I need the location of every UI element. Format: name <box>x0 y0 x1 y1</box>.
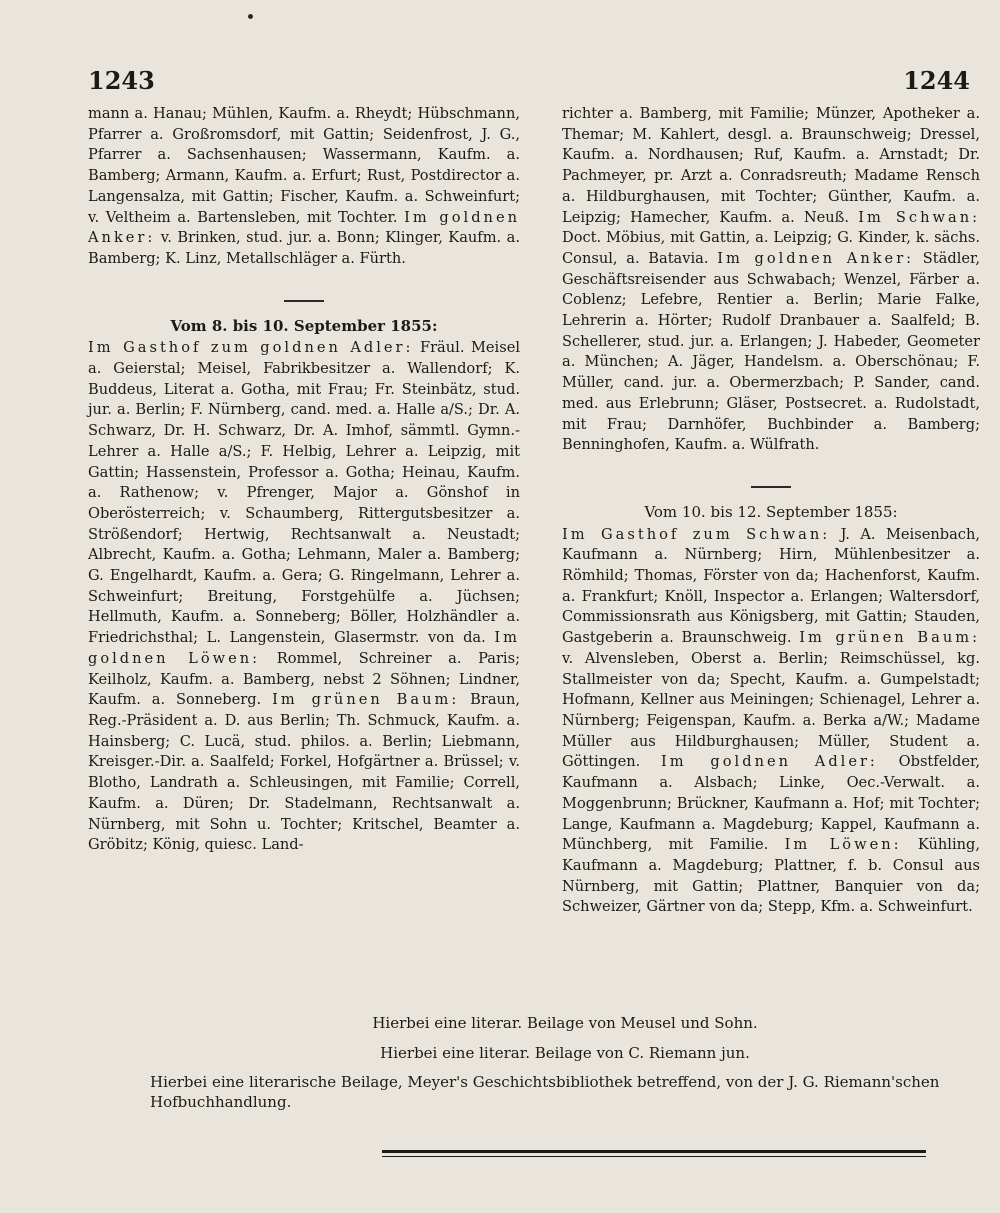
guest-entries: richter a. Bamberg, mit Familie; Münzer, Apotheker a. Themar; M. Kahlert, desgl. a. Braunschweig; Dressel, Kaufm. a. Nordhausen; Ruf, Kaufm. a. Arnstadt; Dr. Pachmeyer, pr. Arzt a. Conradsreuth; Madame Rensch a. Hildburghausen, mit Tochter; Günther, Kaufm. a. Leipzig; Hamecher, Kaufm. a. Neuß. <box>562 105 980 226</box>
guest-list-paragraph <box>562 525 980 918</box>
supplement-notices <box>150 1008 980 1112</box>
page-number-left: 1243 <box>88 66 155 95</box>
guest-entries: Kühling, Kaufmann a. Magdeburg; Plattner, f. b. Consul aus Nürnberg, mit Gattin; Plattner, Banquier von da; Schweizer, Gärtner von da; Stepp, Kfm. a. Schweinfurt. <box>562 836 980 916</box>
inn-name: Im grünen Baum: <box>272 691 460 709</box>
guest-list-paragraph <box>88 338 520 856</box>
inn-name: Im Schwan: <box>858 208 981 226</box>
left-column <box>88 104 520 856</box>
section-divider <box>284 300 324 302</box>
print-mark <box>248 14 253 19</box>
guest-entries: J. A. Meisenbach, Kaufmann a. Nürnberg; Hirn, Mühlenbesitzer a. Römhild; Thomas, Förster von da; Hachenforst, Kaufm. a. Frankfurt; Knöll, Inspector a. Erlangen; Waltersdorf, Commissionsrath aus Königsberg, mit Gattin; Stauden, Gastgeberin a. Braunschweig. <box>562 525 980 647</box>
guest-entries: Braun, Reg.-Präsident a. D. aus Berlin; Th. Schmuck, Kaufm. a. Hainsberg; C. Lucä, stud. philos. a. Berlin; Liebmann, Kreisger.-Dir. a. Saalfeld; Forkel, Hofgärtner a. Brüssel; v. Blotho, Landrath a. Schleusingen, mit Familie; Correll, Kaufm. a. Düren; Dr. Stadelmann, Rechtsanwalt a. Nürnberg, mit Sohn u. Tochter; Kritschel, Beamter a. Gröbitz; König, quiesc. Land- <box>88 691 520 854</box>
date-heading: Vom 8. bis 10. September 1855: <box>170 316 438 335</box>
guest-list-paragraph <box>562 104 980 456</box>
guest-entries: v. Brinken, stud. jur. a. Bonn; Klinger, Kaufm. a. Bamberg; K. Linz, Metallschläger a. Fürth. <box>88 229 520 267</box>
inn-name: Im goldnen Anker: <box>717 249 915 267</box>
guest-entries: Obstfelder, Kaufmann a. Alsbach; Linke, Oec.-Verwalt. a. Moggenbrunn; Brückner, Kaufmann a. Hof; mit Tochter; Lange, Kaufmann a. Magdeburg; Kappel, Kaufmann a. Münchberg, mit Familie. <box>562 753 980 854</box>
inn-name: Im Löwen: <box>784 836 902 854</box>
inn-name: Im grünen Baum: <box>799 629 980 647</box>
inn-name: Im Gasthof zum goldnen Adler: <box>88 339 414 357</box>
supplement-notice: Hierbei eine literar. Beilage von Meusel und Sohn. <box>372 1014 758 1032</box>
date-heading: Vom 10. bis 12. September 1855: <box>644 502 898 521</box>
closing-rule <box>382 1150 926 1153</box>
guest-entries: Rommel, Schreiner a. Paris; Keilholz, Kaufm. a. Bamberg, nebst 2 Söhnen; Lindner, Kaufm. a. Sonneberg. <box>88 649 520 709</box>
guest-entries: Doct. Möbius, mit Gattin, a. Leipzig; G. Kinder, k. sächs. Consul, a. Batavia. <box>562 229 980 267</box>
guest-entries: Fräul. Meisel a. Geierstal; Meisel, Fabrikbesitzer a. Wallendorf; K. Buddeus, Literat a. Gotha, mit Frau; Fr. Steinbätz, stud. jur. a. Berlin; F. Nürnberg, cand. med. a. Halle a/S.; Dr. A. Schwarz, Dr. H. Schwarz, Dr. A. Imhof, sämmtl. Gymn.-Lehrer a. Halle a/S.; F. Helbig, Lehrer a. Leipzig, mit Gattin; Hassenstein, Professor a. Gotha; Heinau, Kaufm. a. Rathenow; v. Pfrenger, Major a. Gönshof in Oberösterreich; v. Schaumberg, Rittergutsbesitzer a. Strößendorf; Hertwig, Rechtsanwalt a. Neustadt; Albrecht, Kaufm. a. Gotha; Lehmann, Maler a. Bamberg; G. Engelhardt, Kaufm. a. Gera; G. Ringelmann, Lehrer a. Schweinfurt; Breitung, Forstgehülfe a. Jüchsen; Hellmuth, Kaufm. a. Sonneberg; Böller, Holzhändler a. Friedrichsthal; L. Langenstein, Glasermstr. von da. <box>88 339 520 647</box>
inn-name: Im goldnen Anker: <box>88 208 520 247</box>
inn-name: Im goldnen Löwen: <box>88 629 520 667</box>
guest-entries: Städler, Geschäftsreisender aus Schwabach; Wenzel, Färber a. Coblenz; Lefebre, Rentier a. Berlin; Marie Falke, Lehrerin a. Hörter; Rudolf Dranbauer a. Saalfeld; B. Schellerer, stud. jur. a. Erlangen; J. Habeder, Geometer a. München; A. Jäger, Handelsm. a. Oberschönau; F. Müller, cand. jur. a. Obermerzbach; P. Sander, cand. med. aus Erlebrunn; Gläser, Postsecret. a. Rudolstadt, mit Frau; Darnhöfer, Buchbinder a. Bamberg; Benninghofen, Kaufm. a. Wülfrath. <box>562 249 981 454</box>
supplement-notice: Hierbei eine literar. Beilage von C. Riemann jun. <box>380 1044 750 1062</box>
closing-rule <box>382 1156 926 1157</box>
right-column <box>562 104 980 918</box>
inn-name: Im goldnen Adler: <box>661 753 878 771</box>
guest-entries: mann a. Hanau; Mühlen, Kaufm. a. Rheydt; Hübschmann, Pfarrer a. Großromsdorf, mit Gattin; Seidenfrost, J. G., Pfarrer a. Sachsenhausen; Wassermann, Kaufm. a. Bamberg; Armann, Kaufm. a. Erfurt; Rust, Postdirector a. Langensalza, mit Gattin; Fischer, Kaufm. a. Schweinfurt; v. Veltheim a. Bartensleben, mit Tochter. <box>88 105 520 226</box>
supplement-notice: Hierbei eine literarische Beilage, Meyer's Geschichtsbibliothek betreffend, von der J. G. Riemann'schen Hofbuchhandlung. <box>150 1073 940 1111</box>
section-divider <box>751 486 791 488</box>
page-number-right: 1244 <box>903 66 970 95</box>
guest-list-paragraph <box>88 104 520 270</box>
guest-entries: v. Alvensleben, Oberst a. Berlin; Reimschüssel, kg. Stallmeister von da; Specht, Kaufm. a. Gumpelstadt; Hofmann, Kellner aus Meiningen; Schienagel, Lehrer a. Nürnberg; Feigenspan, Kaufm. a. Berka a/W.; Madame Müller aus Hildburghausen; Müller, Student a. Göttingen. <box>562 649 980 771</box>
inn-name: Im Gasthof zum Schwan: <box>562 525 831 543</box>
